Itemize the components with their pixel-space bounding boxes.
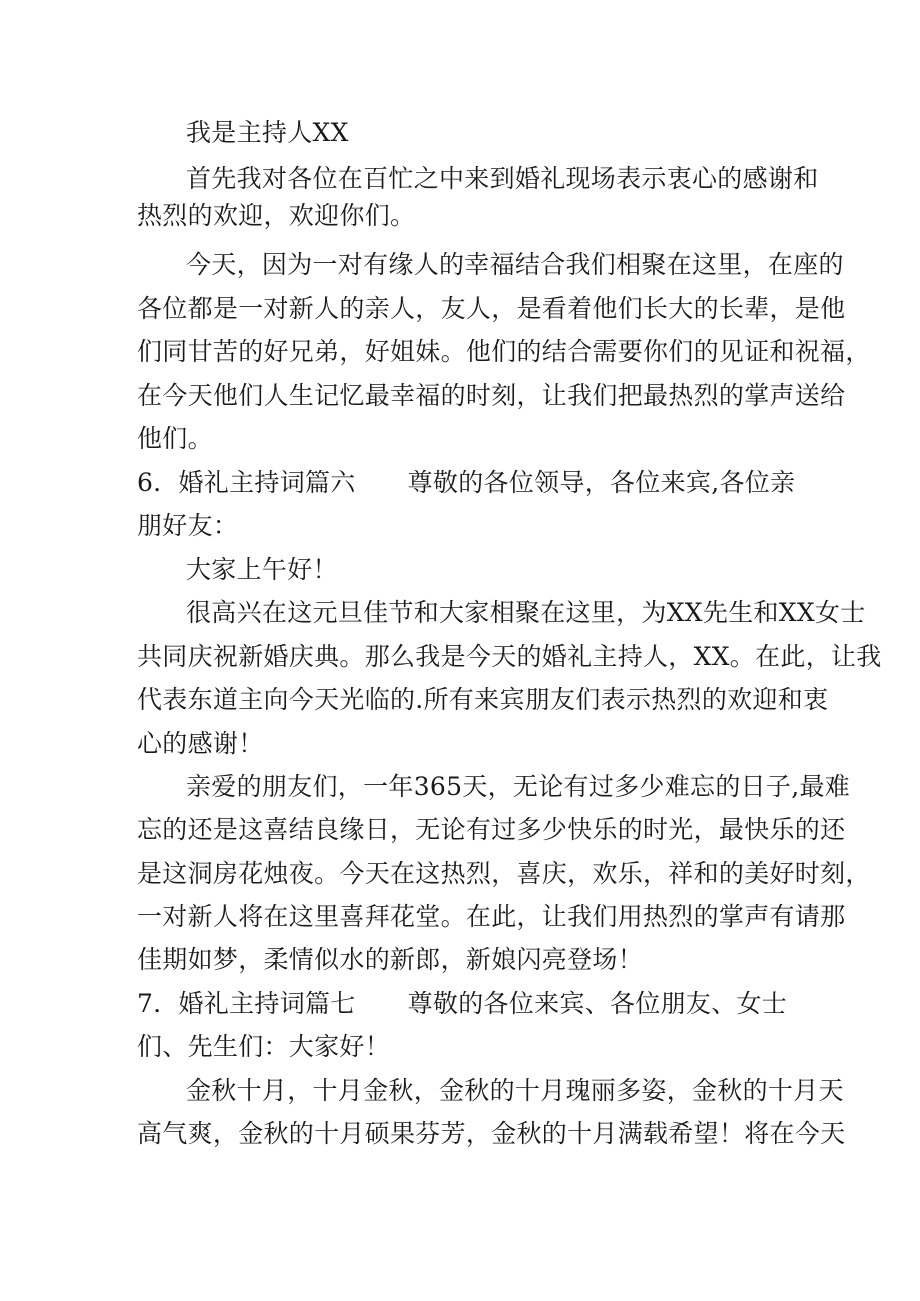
text-line: 一对新人将在这里喜拜花堂。在此，让我们用热烈的掌声有请那: [137, 902, 846, 931]
text-line: 代表东道主向今天光临的.所有来宾朋友们表示热烈的欢迎和衷: [137, 685, 829, 714]
text-line: 心的感谢！: [137, 729, 264, 758]
text-line: 尊敬的各位领导，各位来宾,各位亲: [407, 468, 796, 497]
text-line: 今天，因为一对有缘人的幸福结合我们相聚在这里，在座的: [186, 250, 844, 279]
section-heading-line: [137, 989, 787, 1019]
text-line: 忘的还是这喜结良缘日，无论有过多少快乐的时光，最快乐的还: [137, 815, 846, 844]
text-line: 很高兴在这元旦佳节和大家相聚在这里，为XX先生和XX女士: [186, 598, 866, 627]
text-line: 大家上午好！: [186, 555, 338, 584]
text-line: 朋好友：: [137, 511, 239, 540]
section-heading: 6．婚礼主持词篇六: [137, 468, 356, 497]
text-line: 在今天他们人生记忆最幸福的时刻，让我们把最热烈的掌声送给: [137, 381, 846, 410]
text-line: 金秋十月，十月金秋，金秋的十月瑰丽多姿，金秋的十月天: [186, 1076, 844, 1105]
text-line: 他们。: [137, 424, 213, 453]
section-heading-line: [137, 468, 795, 498]
text-line: 热烈的欢迎，欢迎你们。: [137, 201, 416, 230]
text-line: 亲爱的朋友们，一年365天，无论有过多少难忘的日子,最难: [186, 772, 851, 801]
section-heading: 7．婚礼主持词篇七: [137, 989, 356, 1018]
text-line: 们同甘苦的好兄弟，好姐妹。他们的结合需要你们的见证和祝福，: [137, 337, 871, 366]
text-line: 首先我对各位在百忙之中来到婚礼现场表示衷心的感谢和: [186, 164, 819, 193]
text-line: 共同庆祝新婚庆典。那么我是今天的婚礼主持人，XX。在此，让我: [137, 642, 882, 671]
text-line: 们、先生们：大家好！: [137, 1032, 391, 1061]
text-line: 佳期如梦，柔情似水的新郎，新娘闪亮登场！: [137, 945, 644, 974]
text-line: 是这洞房花烛夜。今天在这热烈，喜庆，欢乐，祥和的美好时刻，: [137, 859, 871, 888]
text-line: 各位都是一对新人的亲人，友人，是看着他们长大的长辈，是他: [137, 294, 846, 323]
text-line: 我是主持人XX: [186, 118, 349, 147]
text-line: 高气爽，金秋的十月硕果芬芳，金秋的十月满载希望！将在今天: [137, 1119, 846, 1148]
text-line: 尊敬的各位来宾、各位朋友、女士: [407, 989, 788, 1018]
